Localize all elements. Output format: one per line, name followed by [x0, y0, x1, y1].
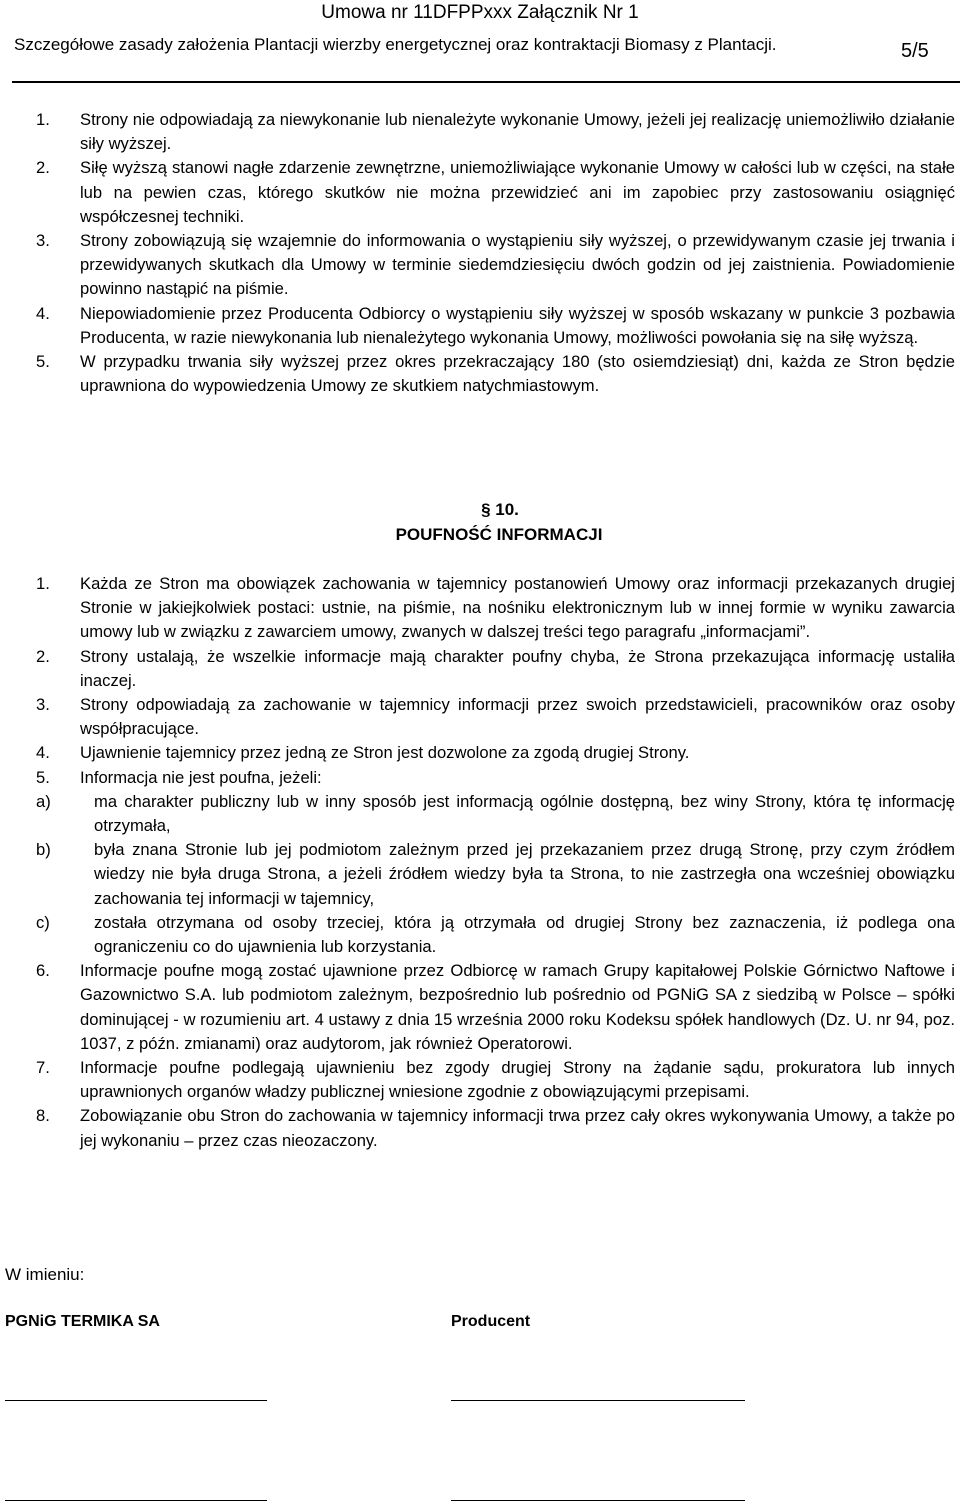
item-text: Strony odpowiadają za zachowanie w tajemnicy informacji przez swoich przedstawicieli, pracowników oraz osoby współpracujące.: [80, 695, 955, 739]
list-item: [36, 959, 955, 1056]
header-divider: [12, 81, 960, 83]
section-number: § 10.: [481, 500, 519, 519]
section-title: POUFNOŚĆ INFORMACJI: [395, 525, 603, 544]
item-text: Niepowiadomienie przez Producenta Odbiorcy o wystąpieniu siły wyższej w sposób wskazany w punkcie 3 pozbawia Producenta, w razie niewykonania lub nienależytego wykonania Umowy, możliwości powołania się na siłę wyższą.: [80, 303, 955, 347]
list-item: [36, 645, 955, 693]
list-item: [36, 741, 955, 765]
item-text: Każda ze Stron ma obowiązek zachowania w tajemnicy postanowień Umowy oraz informacji przekazanych drugiej Stronie w jakiejkolwiek postaci: ustnie, na piśmie, na nośniku elektronicznym lub w innej formie w wyniku zawarcia umowy lub w związku z zawarciem umowy, zwanych w dalszej treści tego paragrafu „informacjami”.: [80, 574, 955, 642]
sub-item-text: została otrzymana od osoby trzeciej, która ją otrzymała od drugiej Strony bez zaznaczenia, iż podlega ona ograniczeniu co do ujawnienia lub korzystania.: [94, 912, 955, 957]
sub-item-text: była znana Stronie lub jej podmiotom zależnym przed jej przekazaniem przez drugą Stronę, przy czym źródłem wiedzy nie była druga Strona, a jeżeli źródłem wiedzy była ta Strona, to nie zastrzegła ona wcześniej obowiązku zachowania tej informacji w tajemnicy,: [94, 840, 955, 908]
list-item: [36, 302, 955, 350]
document-subtitle: Szczegółowe zasady założenia Plantacji wierzby energetycznej oraz kontraktacji Biomasy z Plantacji.: [14, 35, 777, 54]
signatory-left: PGNiG TERMIKA SA: [5, 1313, 160, 1330]
signature-line-right-1: [451, 1400, 745, 1401]
item-text: Strony nie odpowiadają za niewykonanie lub nienależyte wykonanie Umowy, jeżeli jej realizację uniemożliwiło działanie siły wyższej.: [80, 110, 955, 154]
list-item: [36, 693, 955, 741]
item-number: 3.: [36, 231, 50, 251]
item-number: 6.: [36, 961, 50, 981]
sub-list-item: [36, 911, 955, 959]
sub-item-text: ma charakter publiczny lub w inny sposób jest informacją ogólnie dostępną, bez winy Strony, która tę informację otrzymała,: [94, 791, 955, 836]
signature-line-left-1: [5, 1400, 267, 1401]
signature-line-left-2: [5, 1500, 267, 1501]
list-item: [36, 766, 955, 790]
item-text: Informacje poufne podlegają ujawnieniu bez zgody drugiej Strony na żądanie sądu, prokuratora lub innych uprawnionych organów władzy publicznej wniesione zgodnie z obowiązującymi przepisami.: [80, 1058, 955, 1102]
item-number: 3.: [36, 695, 50, 715]
sub-item-label: c): [36, 912, 50, 932]
force-majeure-list: [36, 108, 955, 398]
item-number: 2.: [36, 646, 50, 666]
item-number: 8.: [36, 1106, 50, 1126]
item-text: Strony zobowiązują się wzajemnie do informowania o wystąpieniu siły wyższej, o przewidywanym czasie jej trwania i przewidywanych skutkach dla Umowy w terminie siedemdziesięciu dwóch godzin od jej zaistnienia. Powiadomienie powinno nastąpić na piśmie.: [80, 231, 955, 299]
sub-list-item: [36, 790, 955, 838]
sub-item-label: b): [36, 840, 51, 860]
item-text: Siłę wyższą stanowi nagłe zdarzenie zewnętrzne, uniemożliwiające wykonanie Umowy w całości lub w części, na stałe lub na pewien czas, którego skutków nie można przewidzieć ani im zapobiec przy zastosowaniu osiągnięć współczesnej techniki.: [80, 158, 955, 226]
item-text: Ujawnienie tajemnicy przez jedną ze Stron jest dozwolone za zgodą drugiej Strony.: [80, 743, 690, 763]
item-number: 4.: [36, 743, 50, 763]
document-title: Umowa nr 11DFPPxxx Załącznik Nr 1: [321, 2, 639, 23]
signatory-right: Producent: [451, 1313, 531, 1330]
confidentiality-list: [36, 572, 955, 1153]
list-item: [36, 108, 955, 156]
item-text: Strony ustalają, że wszelkie informacje mają charakter poufny chyba, że Strona przekazująca informację ustaliła inaczej.: [80, 646, 955, 690]
list-item: [36, 1056, 955, 1104]
item-number: 2.: [36, 158, 50, 178]
list-item: [36, 156, 955, 229]
list-item: [36, 229, 955, 302]
item-number: 5.: [36, 767, 50, 787]
item-number: 5.: [36, 352, 50, 372]
page-number: 5/5: [901, 40, 929, 62]
list-item: [36, 572, 955, 645]
item-number: 4.: [36, 303, 50, 323]
item-number: 1.: [36, 574, 50, 593]
signature-line-right-2: [451, 1500, 745, 1501]
item-text: Informacje poufne mogą zostać ujawnione przez Odbiorcę w ramach Grupy kapitałowej Polskie Górnictwo Naftowe i Gazownictwo S.A. lub podmiotom zależnym, bezpośrednio lub pośrednio od PGNiG SA z siedzibą w Polsce – spółki dominującej - w rozumieniu art. 4 ustawy z dnia 15 września 2000 roku Kodeksu spółek handlowych (Dz. U. nr 94, poz. 1037, z późn. zmianami) oraz audytorom, jak również Operatorowi.: [80, 961, 955, 1053]
item-number: 7.: [36, 1058, 50, 1078]
sub-item-label: a): [36, 791, 51, 811]
item-text: Zobowiązanie obu Stron do zachowania w tajemnicy informacji trwa przez cały okres wykonywania Umowy, a także po jej wykonaniu – przez czas nieozaczony.: [80, 1106, 955, 1150]
item-number: 1.: [36, 110, 50, 129]
list-item: [36, 1104, 955, 1152]
list-item: [36, 350, 955, 398]
item-text: Informacja nie jest poufna, jeżeli:: [80, 767, 322, 787]
signature-label: W imieniu:: [5, 1265, 85, 1284]
item-text: W przypadku trwania siły wyższej przez okres przekraczający 180 (sto osiemdziesiąt) dni, każda ze Stron będzie uprawniona do wypowiedzenia Umowy ze skutkiem natychmiastowym.: [80, 352, 955, 396]
sub-list-item: [36, 838, 955, 911]
